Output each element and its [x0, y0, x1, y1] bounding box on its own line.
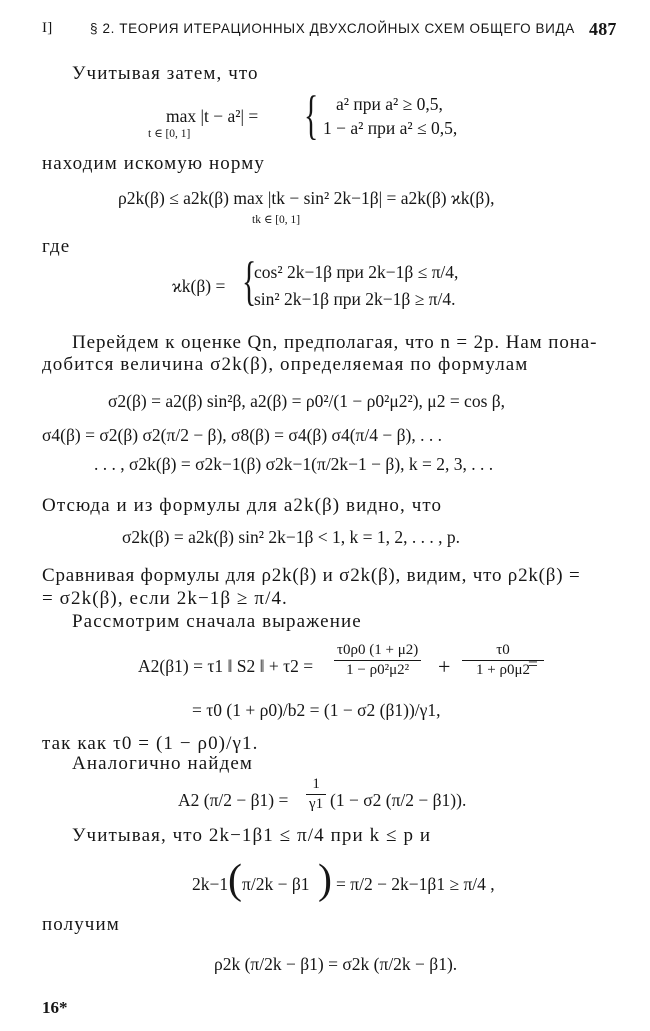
left-brace: { [304, 85, 319, 145]
case-one: a² при a² ≥ 0,5, [336, 94, 443, 114]
formula-lhs: max |t − a²| = [166, 106, 259, 126]
formula-angle-bound [192, 857, 495, 908]
formula-sigma-line1: σ2(β) = a2(β) sin²β, a2(β) = ρ0²/(1 − ρ0²μ2²), μ2 = cos β, [108, 391, 506, 411]
formula-lhs: A2(β1) = τ1 ‖ S2 ‖ + τ2 = [138, 656, 314, 676]
formula-inner: π/2k − β1 [242, 874, 310, 894]
fraction-denominator: γ1 [309, 796, 324, 812]
paragraph-similarly: Аналогично найдем [72, 753, 253, 774]
formula-sigma-bound: σ2k(β) = a2k(β) sin² 2k−1β < 1, k = 1, 2, . . . , p. [122, 527, 460, 547]
formula-max-piecewise [148, 85, 538, 145]
chapter-mark: I] [42, 20, 53, 36]
fraction-denominator: 1 − ρ0²μ2² [346, 662, 410, 678]
paragraph-where: где [42, 236, 71, 257]
case-two: sin² 2k−1β при 2k−1β ≥ π/4. [254, 289, 456, 309]
paragraph-since: так как τ0 = (1 − ρ0)/γ1. [42, 733, 259, 754]
formula-rhs: (1 − σ2 (π/2 − β1)). [330, 790, 467, 810]
paragraph-given: Учитывая, что 2k−1β1 ≤ π/4 при k ≤ p и [72, 825, 432, 846]
equals-sign: = [528, 654, 538, 674]
fraction-numerator: τ0 [462, 642, 544, 661]
formula-norm-subscript: tk ∈ [0, 1] [252, 214, 301, 226]
case-two: 1 − a² при a² ≤ 0,5, [323, 118, 458, 138]
fraction-numerator: τ0ρ0 (1 + μ2) [334, 642, 421, 661]
fraction-first [334, 642, 421, 679]
formula-subscript: t ∈ [0, 1] [148, 128, 191, 140]
signature-mark: 16* [42, 998, 68, 1017]
formula-a2-complement [178, 776, 518, 824]
paragraph-qn-line1: Перейдем к оценке Qn, предполагая, что n = 2p. Нам пона- [72, 332, 598, 353]
formula-a2-beta1 [138, 640, 558, 696]
fraction-denominator: 1 + ρ0μ2 [476, 662, 530, 678]
formula-kappa [172, 251, 532, 314]
paragraph-qn-line2: добится величина σ2k(β), определяемая по формулам [42, 354, 529, 375]
paragraph-compare-line2: = σ2k(β), если 2k−1β ≥ π/4. [42, 588, 288, 609]
formula-lhs: 2k−1 [192, 874, 229, 894]
paragraph-norm: находим искомую норму [42, 153, 265, 174]
plus-sign: + [438, 654, 451, 679]
left-brace: { [242, 251, 257, 311]
paragraph-intro: Учитывая затем, что [72, 63, 259, 84]
formula-sigma-line3: . . . , σ2k(β) = σ2k−1(β) σ2k−1(π/2k−1 − β), k = 2, 3, . . . [94, 454, 494, 474]
running-title: § 2. ТЕОРИЯ ИТЕРАЦИОННЫХ ДВУХСЛОЙНЫХ СХЕМ ОБЩЕГО ВИДА [90, 21, 575, 36]
formula-sigma-line2: σ4(β) = σ2(β) σ2(π/2 − β), σ8(β) = σ4(β) σ4(π/4 − β), . . . [42, 425, 442, 445]
case-one: cos² 2k−1β при 2k−1β ≤ π/4, [254, 262, 459, 282]
paragraph-compare-line1: Сравнивая формулы для ρ2k(β) и σ2k(β), видим, что ρ2k(β) = [42, 565, 581, 586]
fraction-numerator: 1 [306, 776, 326, 795]
formula-norm-estimate: ρ2k(β) ≤ a2k(β) max |tk − sin² 2k−1β| = a2k(β) ϰk(β), [118, 188, 495, 208]
right-paren: ) [318, 857, 332, 903]
page-number: 487 [589, 19, 617, 39]
formula-rho-sigma-equal: ρ2k (π/2k − β1) = σ2k (π/2k − β1). [214, 954, 458, 974]
paragraph-consider: Рассмотрим сначала выражение [72, 611, 362, 632]
formula-a2-beta1-line2: = τ0 (1 + ρ0)/b2 = (1 − σ2 (β1))/γ1, [192, 700, 441, 720]
formula-rhs: = π/2 − 2k−1β1 ≥ π/4 , [336, 874, 495, 894]
paragraph-obtain: получим [42, 914, 120, 935]
fraction [306, 776, 326, 813]
formula-lhs: ϰk(β) = [172, 276, 226, 296]
left-paren: ( [228, 857, 242, 903]
formula-lhs: A2 (π/2 − β1) = [178, 790, 289, 810]
paragraph-hence: Отсюда и из формулы для a2k(β) видно, что [42, 495, 443, 516]
